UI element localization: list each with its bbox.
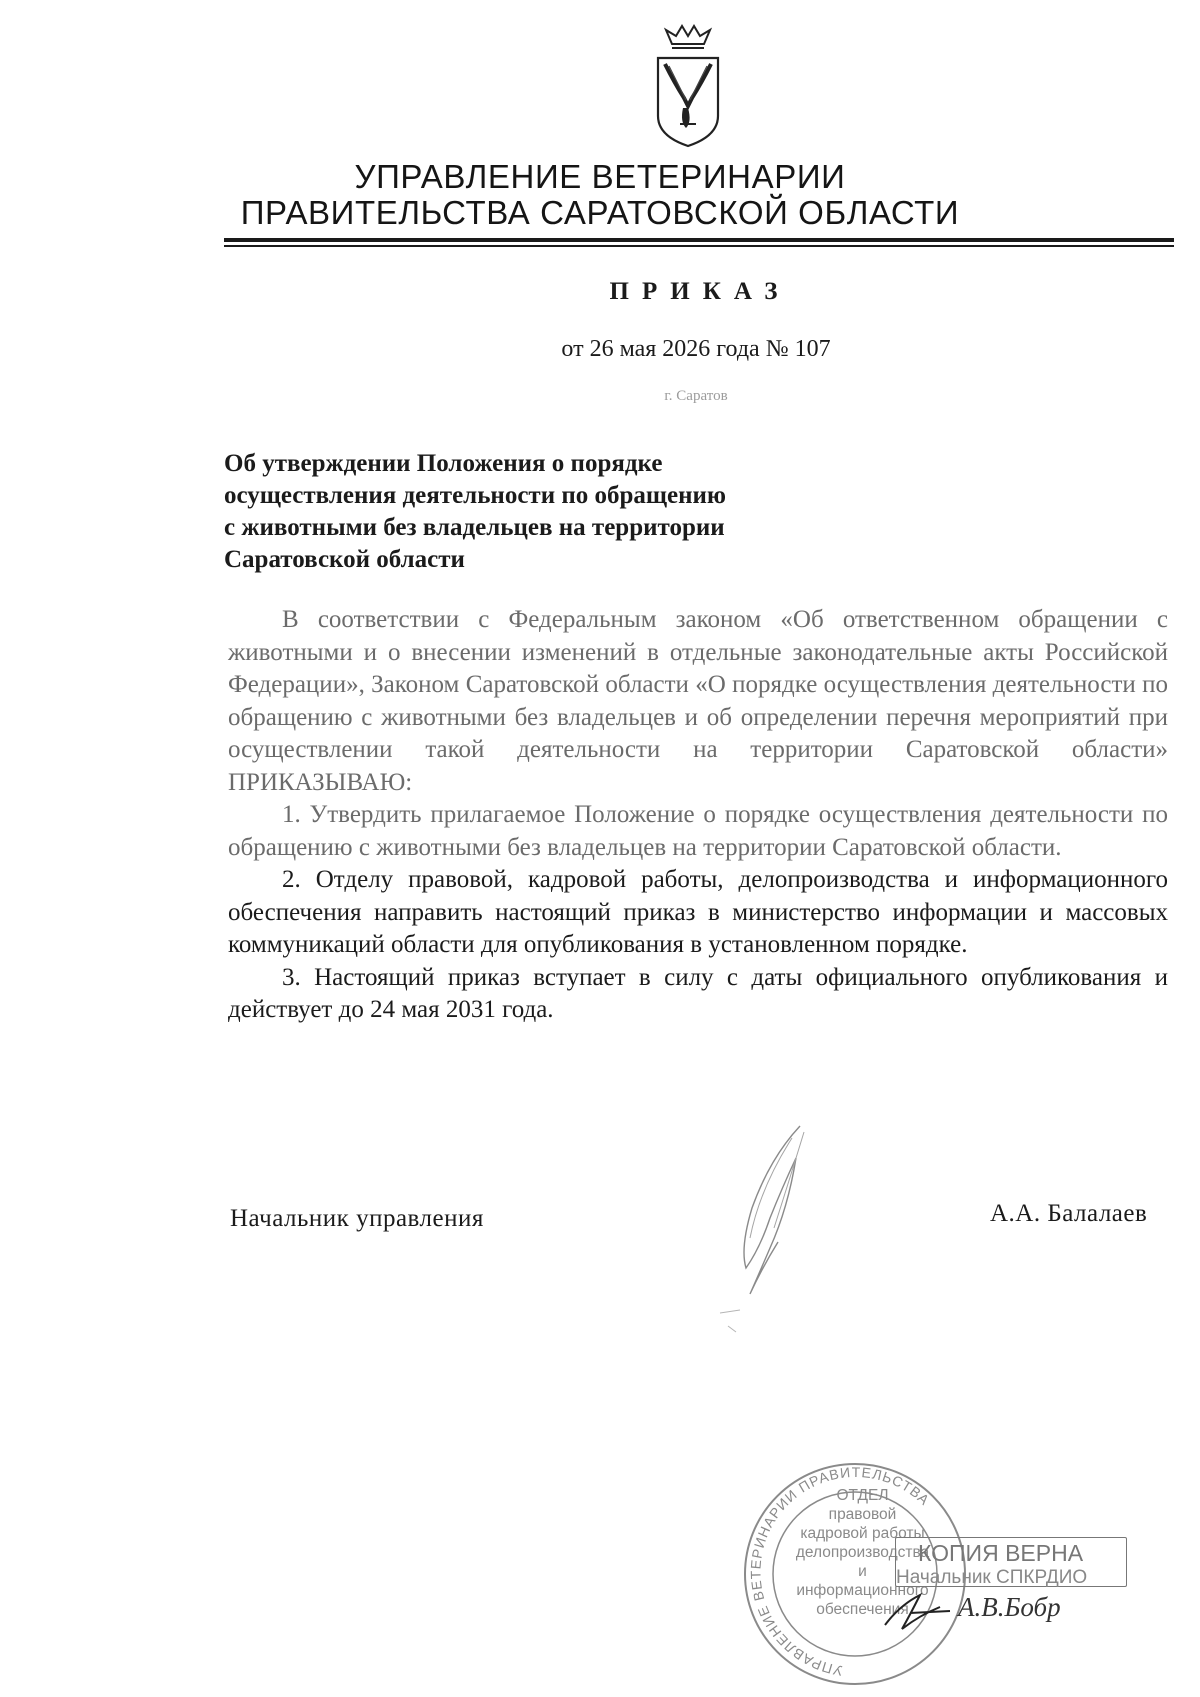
- subject-line: Об утверждении Положения о порядке: [224, 450, 663, 477]
- seal-line: правовой: [828, 1506, 897, 1523]
- order-body: [228, 604, 1168, 1027]
- seal-ring-text: УПРАВЛЕНИЕ ВЕТЕРИНАРИИ ПРАВИТЕЛЬСТВА: [747, 1463, 934, 1680]
- seal-line: обеспечения: [816, 1601, 909, 1618]
- seal-line: делопроизводства: [795, 1544, 930, 1561]
- order-subject: [224, 448, 726, 576]
- subject-line: осуществления деятельности по обращению: [224, 482, 727, 509]
- order-city: г. Саратов: [664, 388, 728, 404]
- subject-line: Саратовской области: [224, 546, 465, 573]
- signatory-role: Начальник управления: [230, 1205, 484, 1232]
- order-item-3: 3. Настоящий приказ вступает в силу с даты официального опубликования и действует до 24 мая 2031 года.: [228, 963, 1168, 1023]
- copy-certified-position: Начальник СПКРДИО: [896, 1567, 1088, 1588]
- saratov-coat-of-arms-icon: [652, 24, 724, 150]
- organization-name-line2: ПРАВИТЕЛЬСТВА САРАТОВСКОЙ ОБЛАСТИ: [240, 194, 960, 231]
- order-item-1: 1. Утвердить прилагаемое Положение о порядке осуществления деятельности по обращению с животными без владельцев на территории Саратовской области.: [228, 801, 1168, 861]
- seal-line: информационного: [796, 1582, 929, 1599]
- certifier-signature-icon: [880, 1585, 970, 1635]
- copy-certified-name: А.В.Бобр: [958, 1592, 1061, 1622]
- header-rule-thin: [224, 245, 1174, 247]
- signatory-name: А.А. Балалаев: [990, 1200, 1148, 1227]
- header-rule-thick: [224, 238, 1174, 242]
- handwritten-signature-icon: [700, 1118, 830, 1348]
- seal-line: ОТДЕЛ: [836, 1487, 889, 1504]
- order-title: ПРИКАЗ: [609, 278, 791, 305]
- organization-name-line1: УПРАВЛЕНИЕ ВЕТЕРИНАРИИ: [354, 158, 846, 195]
- order-item-2: 2. Отделу правовой, кадровой работы, делопроизводства и информационного обеспечения направить настоящий приказ в министерство информации и массовых коммуникаций области для опубликования в установленном порядке.: [228, 866, 1168, 958]
- seal-line: и: [858, 1563, 867, 1580]
- subject-line: с животными без владельцев на территории: [224, 514, 725, 541]
- preamble-paragraph: В соответствии с Федеральным законом «Об ответственном обращении с животными и о внесении изменений в отдельные законодательные акты Российской Федерации», Законом Саратовской области «О порядке осуществления деятельности по обращению с животными без владельцев и об определении перечня мероприятий при осуществлении такой деятельности на территории Саратовской области» ПРИКАЗЫВАЮ:: [228, 606, 1168, 796]
- seal-line: кадровой работы: [800, 1525, 925, 1542]
- copy-certified-title: КОПИЯ ВЕРНА: [918, 1540, 1084, 1566]
- order-date-number: от 26 мая 2026 года № 107: [561, 336, 831, 362]
